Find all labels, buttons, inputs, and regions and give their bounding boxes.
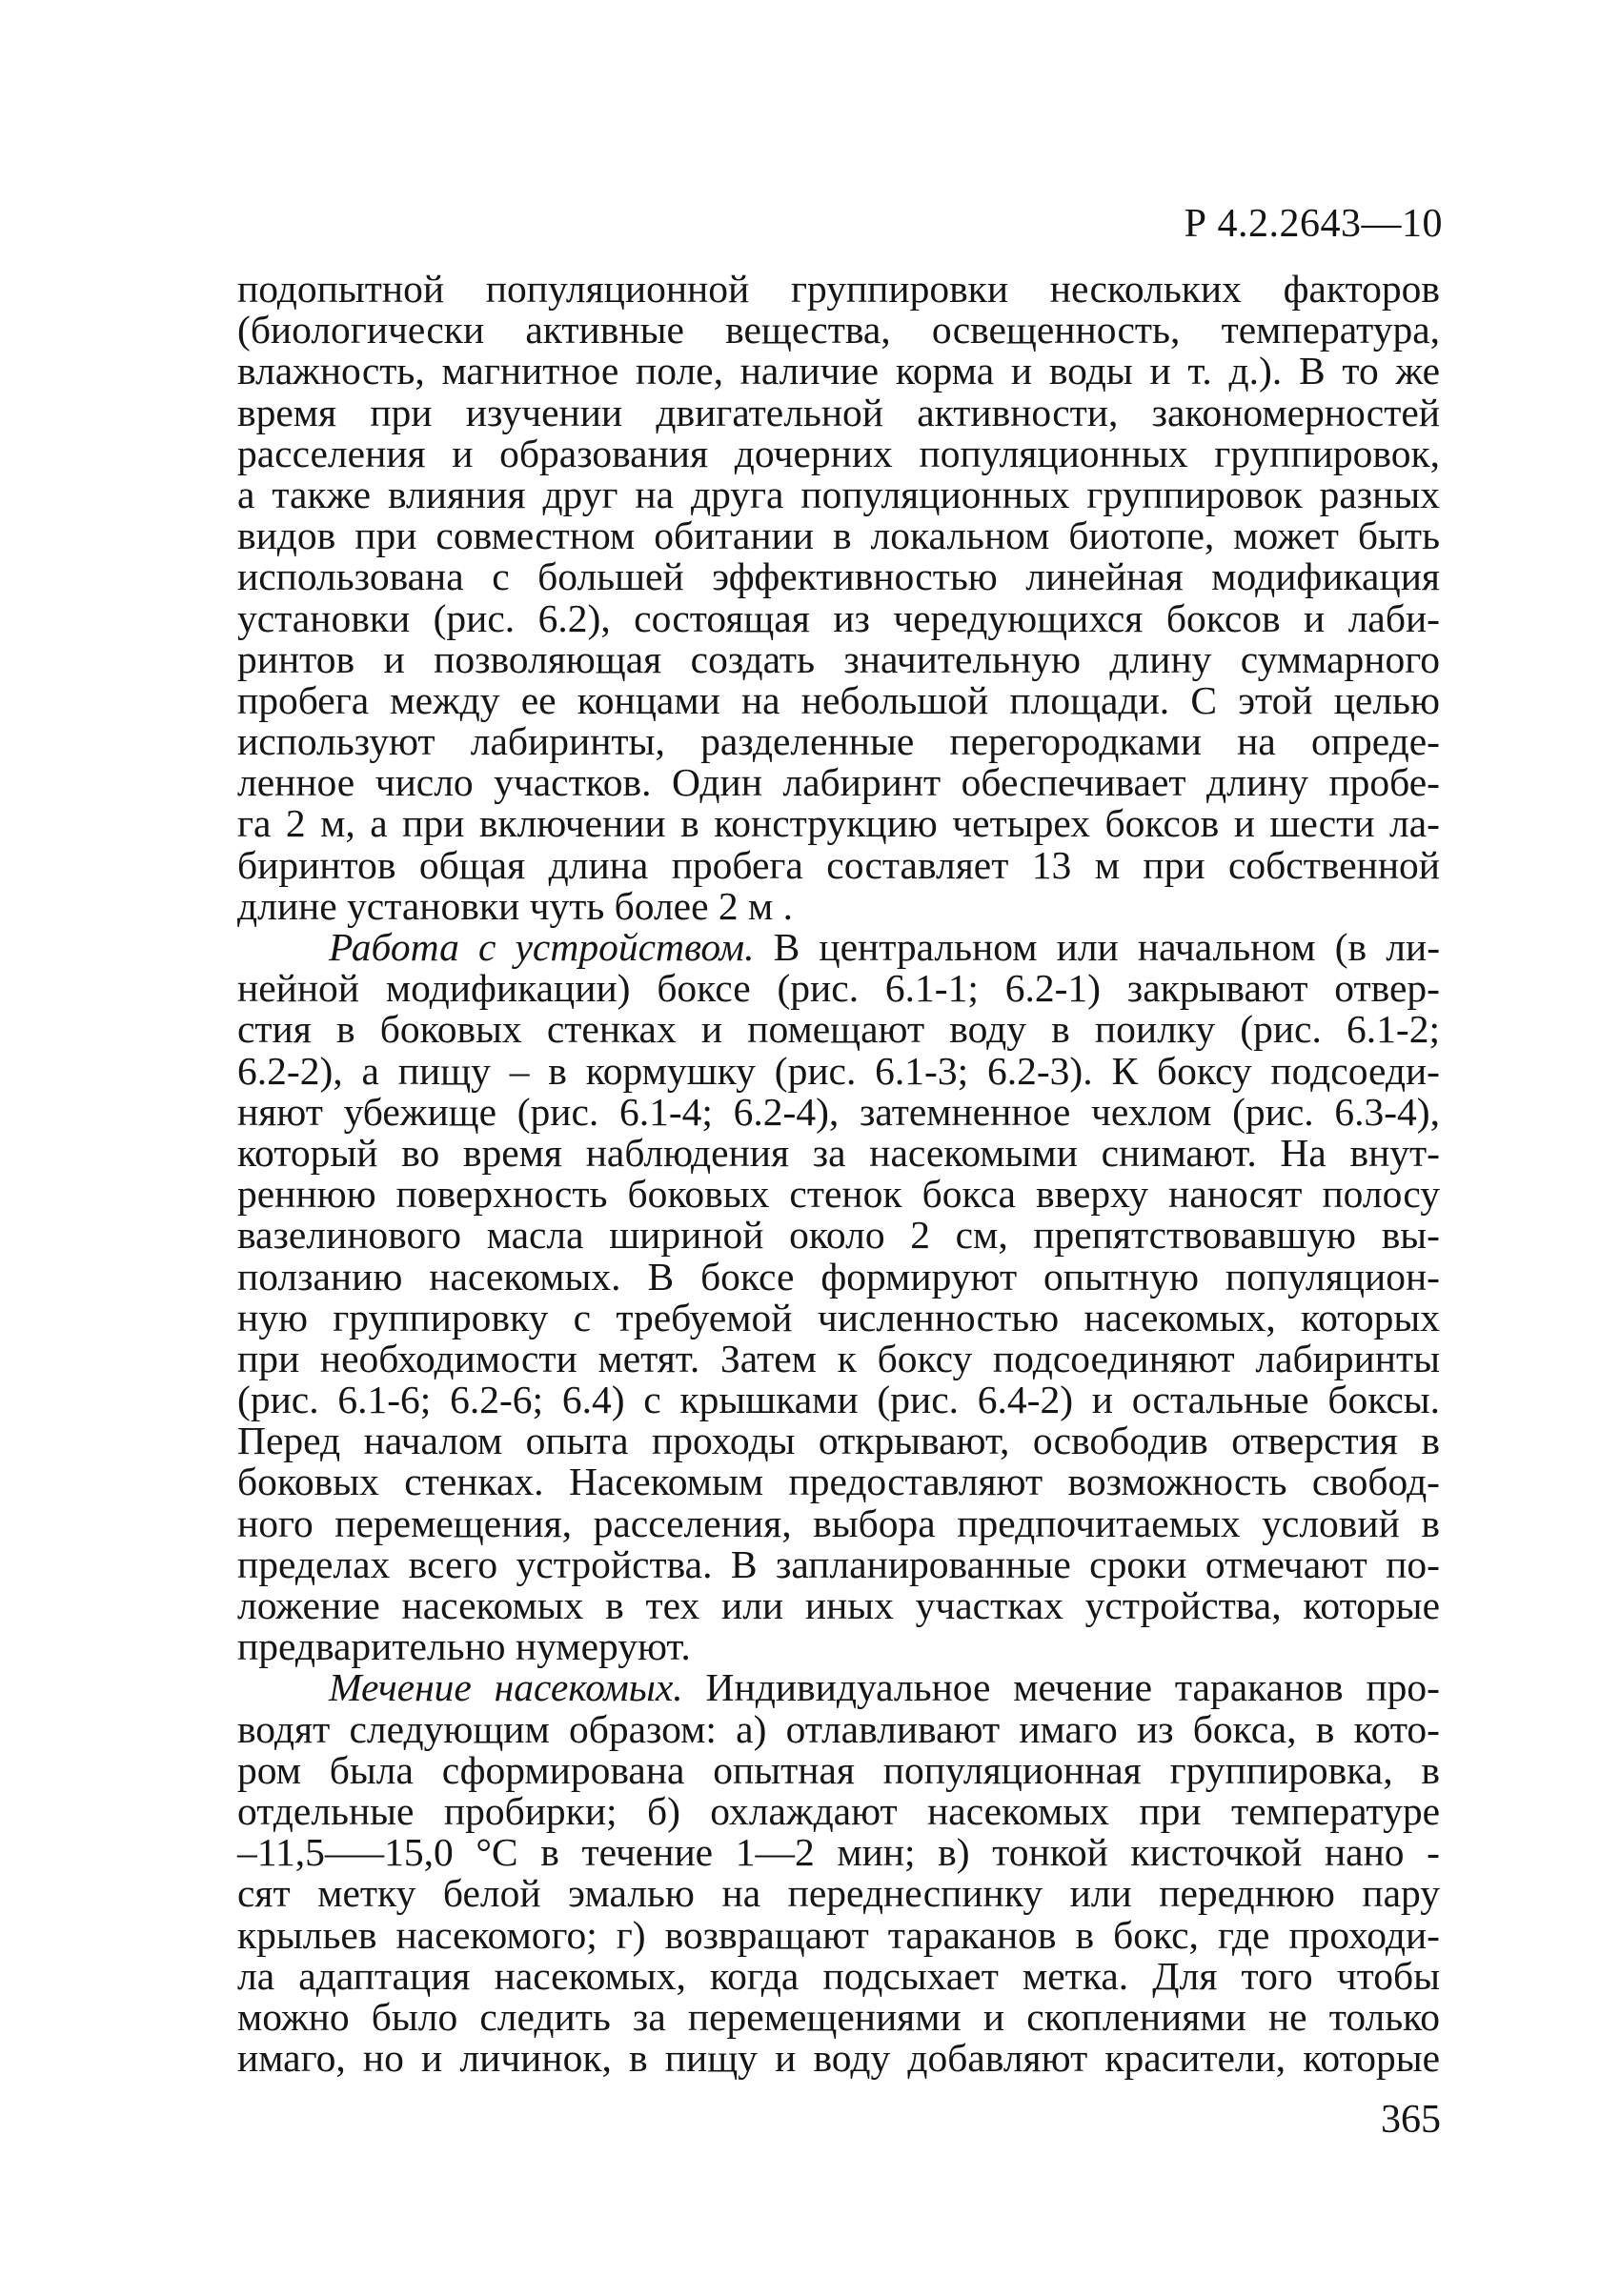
text-line: расселения и образования дочерних популяционных группировок, <box>237 431 1440 475</box>
text-line: –11,5—–15,0 °С в течение 1—2 мин; в) тонкой кисточкой нано - <box>237 1830 1440 1875</box>
text-line: няют убежище (рис. 6.1-4; 6.2-4), затемненное чехлом (рис. 6.3-4), <box>237 1089 1440 1134</box>
text-line: ную группировку с требуемой численностью насекомых, которых <box>237 1295 1440 1339</box>
body-text <box>237 269 1440 2079</box>
text-line: водят следующим образом: а) отлавливают имаго из бокса, в кото- <box>237 1706 1440 1751</box>
text-line: ного перемещения, расселения, выбора предпочитаемых условий в <box>237 1500 1440 1545</box>
text-line: крыльев насекомого; г) возвращают тараканов в бокс, где проходи- <box>237 1912 1440 1957</box>
text-line: установки (рис. 6.2), состоящая из чередующихся боксов и лаби- <box>237 595 1440 640</box>
text-line: Перед началом опыта проходы открывают, освободив отверстия в <box>237 1419 1440 1463</box>
page-number: 365 <box>1381 2098 1441 2142</box>
text-line: используют лабиринты, разделенные перегородками на опреде- <box>237 719 1440 764</box>
text-line: пробега между ее концами на небольшой площади. С этой целью <box>237 677 1440 722</box>
text-line: нейной модификации) боксе (рис. 6.1-1; 6.2-1) закрывают отвер- <box>237 966 1440 1011</box>
text-line: биринтов общая длина пробега составляет 13 м при собственной <box>237 842 1440 887</box>
text-line: можно было следить за перемещениями и скоплениями не только <box>237 1994 1440 2039</box>
text-run: Индивидуальное мечение тараканов про- <box>682 1665 1440 1710</box>
text-line: ром была сформирована опытная популяционная группировка, в <box>237 1747 1440 1792</box>
text-line: боковых стенках. Насекомым предоставляют возможность свобод- <box>237 1460 1440 1504</box>
run-in-heading: Работа с устройством. <box>329 925 755 969</box>
text-line: ринтов и позволяющая создать значительную длину суммарного <box>237 636 1440 681</box>
text-line: ленное число участков. Один лабиринт обеспечивает длину пробе- <box>237 760 1440 805</box>
text-line: 6.2-2), а пищу – в кормушку (рис. 6.1-3; 6.2-3). К боксу подсоеди- <box>237 1048 1440 1093</box>
text-line <box>237 1667 1440 1708</box>
text-line: га 2 м, а при включении в конструкцию четырех боксов и шести ла- <box>237 801 1440 846</box>
text-line: ла адаптация насекомых, когда подсыхает метка. Для того чтобы <box>237 1953 1440 1998</box>
text-run: В центральном или начальном (в ли- <box>754 925 1441 969</box>
text-line: а также влияния друг на друга популяционных группировок разных <box>237 472 1440 516</box>
text-line: сят метку белой эмалью на переднеспинку или переднюю пару <box>237 1871 1440 1916</box>
text-line: ложение насекомых в тех или иных участках устройства, которые <box>237 1583 1440 1627</box>
text-line: вазелинового масла шириной около 2 см, препятствовавшую вы- <box>237 1213 1440 1258</box>
text-line: (биологически активные вещества, освещенность, температура, <box>237 308 1440 352</box>
paragraph-1 <box>237 269 1440 927</box>
text-line: реннюю поверхность боковых стенок бокса вверху наносят полосу <box>237 1172 1440 1217</box>
text-line: пределах всего устройства. В запланированные сроки отмечают по- <box>237 1541 1440 1586</box>
text-line: предварительно нумеруют. <box>237 1624 691 1669</box>
paragraph-2 <box>237 927 1440 1667</box>
text-line: длине установки чуть более 2 м . <box>237 883 794 928</box>
text-line: (рис. 6.1-6; 6.2-6; 6.4) с крышками (рис. 6.4-2) и остальные боксы. <box>237 1378 1440 1422</box>
text-line: подопытной популяционной группировки нескольких факторов <box>237 267 1440 311</box>
text-line: влажность, магнитное поле, наличие корма и воды и т. д.). В то же <box>237 349 1440 393</box>
text-line: использована с большей эффективностью линейная модификация <box>237 554 1440 599</box>
text-line: при необходимости метят. Затем к боксу подсоединяют лабиринты <box>237 1336 1440 1380</box>
text-line: который во время наблюдения за насекомыми снимают. На внут- <box>237 1130 1440 1175</box>
text-line: отдельные пробирки; б) охлаждают насекомых при температуре <box>237 1788 1440 1833</box>
text-line: имаго, но и личинок, в пищу и воду добавляют красители, которые <box>237 2036 1440 2081</box>
text-line: ползанию насекомых. В боксе формируют опытную популяцион- <box>237 1254 1440 1299</box>
text-line: стия в боковых стенках и помещают воду в поилку (рис. 6.1-2; <box>237 1007 1440 1052</box>
run-in-heading: Мечение насекомых. <box>329 1665 683 1710</box>
text-line: время при изучении двигательной активности, закономерностей <box>237 390 1440 434</box>
text-line: видов при совместном обитании в локальном биотопе, может быть <box>237 514 1440 558</box>
text-line <box>237 927 1440 968</box>
paragraph-3 <box>237 1667 1440 2079</box>
document-code: Р 4.2.2643—10 <box>1184 202 1443 246</box>
